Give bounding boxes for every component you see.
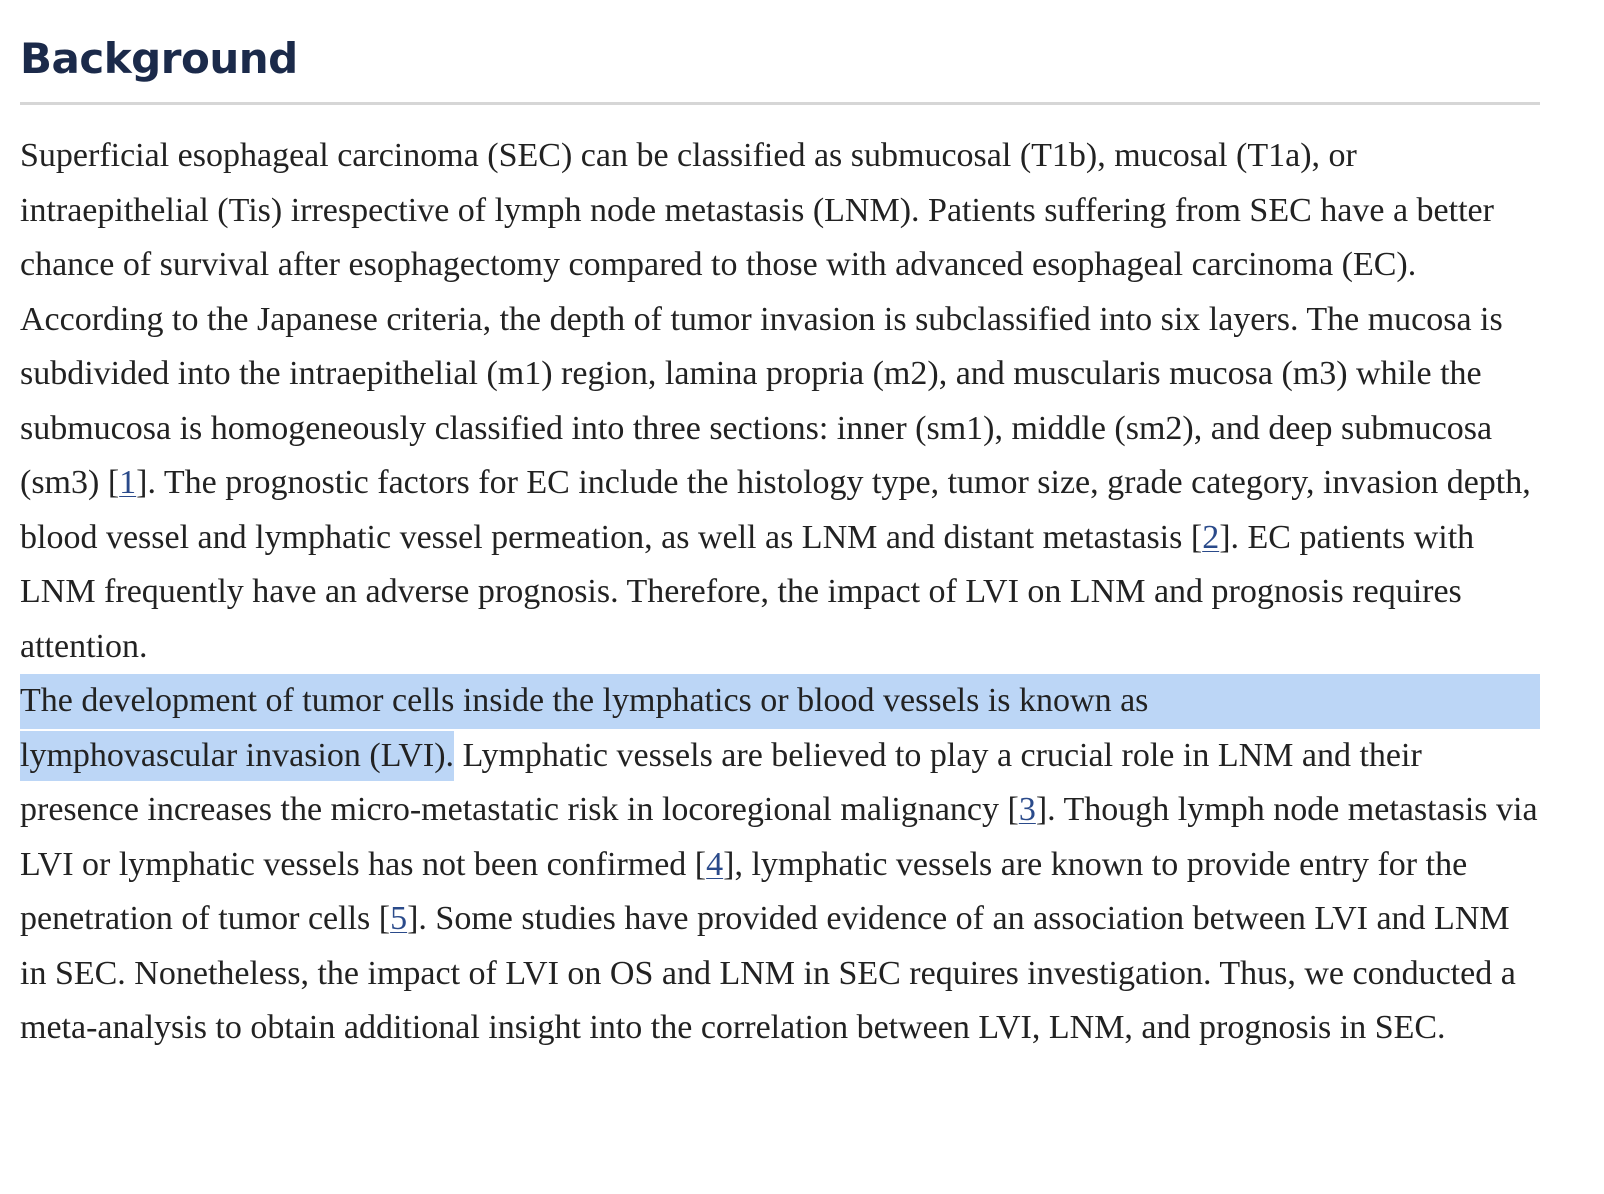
selected-text-line-1: The development of tumor cells inside the lymphatics or blood vessels is known as (20, 674, 1540, 729)
paragraph-1-text-a: Superficial esophageal carcinoma (SEC) can be classified as submucosal (T1b), mucosal (T1a), or intraepithelial (Tis) irrespective of lymph node metastasis (LNM). Patients suffering from SEC have a better chance of survival after esophagectomy compared to those with advanced esophageal carcinoma (EC). According to the Japanese criteria, the depth of tumor invasion is subclassified into six layers. The mucosa is subdivided into the intraepithelial (m1) region, lamina propria (m2), and muscularis mucosa (m3) while the submucosa is homogeneously classified into three sections: inner (sm1), middle (sm2), and deep submucosa (sm3) [ (20, 137, 1503, 501)
selected-text-line-2: lymphovascular invasion (LVI). (20, 731, 454, 781)
paragraph-1-text-b: ]. The prognostic factors for EC include the histology type, tumor size, grade category, invasion depth, blood vessel and lymphatic vessel permeation, as well as LNM and distant metastasis [ (20, 464, 1531, 556)
paragraph-2-text-d: ]. Some studies have provided evidence of an association between LVI and LNM in SEC. Nonetheless, the impact of LVI on OS and LNM in SEC requires investigation. Thus, we conducted a meta-analysis to obtain additional insight into the correlation between LVI, LNM, and prognosis in SEC. (20, 900, 1516, 1046)
article-section (20, 0, 1540, 1056)
paragraph-1 (20, 129, 1540, 674)
citation-link-5[interactable]: 5 (390, 900, 408, 937)
citation-link-4[interactable]: 4 (706, 845, 724, 883)
paragraph-2-text-b: ]. Though lymph node metastasis via LVI or lymphatic vessels has not been confirmed [ (20, 791, 1538, 883)
paragraph-2-text-a: Lymphatic vessels are believed to play a crucial role in LNM and their presence increases the micro-metastatic risk in locoregional malignancy [ (20, 736, 1422, 828)
citation-link-2[interactable]: 2 (1202, 518, 1220, 556)
paragraph-2 (20, 674, 1540, 1056)
paragraph-1-text-c: ]. EC patients with LNM frequently have an adverse prognosis. Therefore, the impact of LVI on LNM and prognosis requires attention. (20, 518, 1475, 665)
heading-divider (20, 102, 1540, 105)
paragraph-2-text-c: ], lymphatic vessels are known to provide entry for the penetration of tumor cells [ (20, 845, 1468, 937)
section-heading: Background (20, 34, 298, 83)
citation-link-3[interactable]: 3 (1018, 791, 1036, 828)
citation-link-1[interactable]: 1 (119, 464, 137, 501)
